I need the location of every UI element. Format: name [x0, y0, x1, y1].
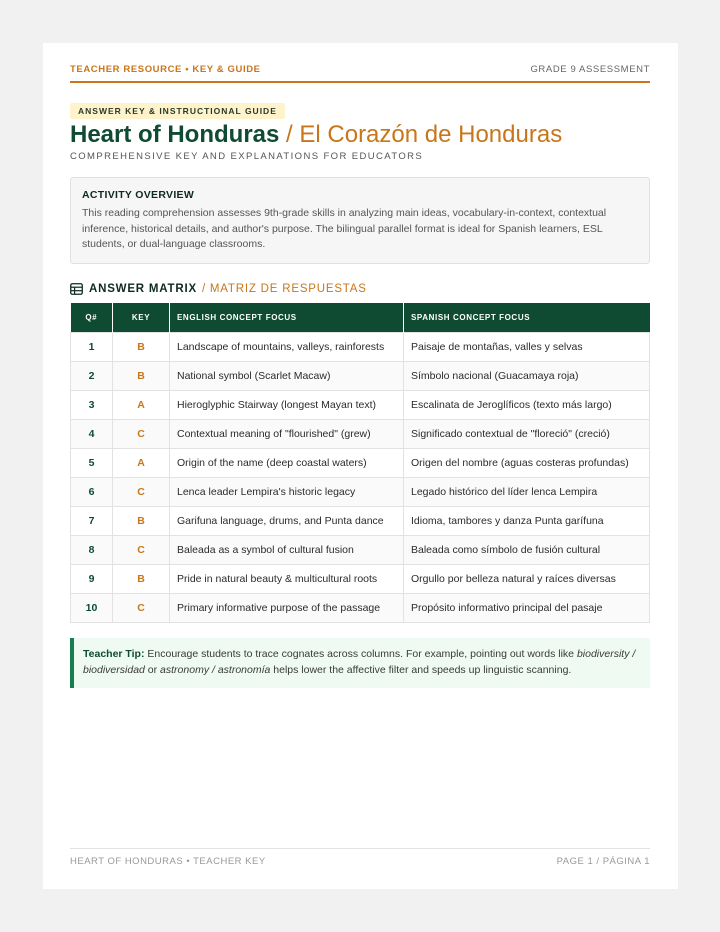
spanish-focus: Paisaje de montañas, valles y selvas: [404, 332, 650, 361]
english-focus: Baleada as a symbol of cultural fusion: [170, 535, 404, 564]
english-focus: Landscape of mountains, valleys, rainforests: [170, 332, 404, 361]
tip-text: Encourage students to trace cognates across columns. For example, pointing out words like: [144, 648, 577, 660]
title-spanish: El Corazón de Honduras: [299, 121, 563, 148]
tip-text: helps lower the affective filter and speeds up linguistic scanning.: [270, 664, 572, 676]
header-left-label: TEACHER RESOURCE • KEY & GUIDE: [70, 64, 261, 75]
answer-key: C: [113, 419, 170, 448]
column-header-key: KEY: [113, 303, 170, 332]
english-focus: Pride in natural beauty & multicultural roots: [170, 564, 404, 593]
table-row: [71, 564, 650, 593]
spanish-focus: Propósito informativo principal del pasaje: [404, 593, 650, 622]
table-row: [71, 593, 650, 622]
table-row: [71, 535, 650, 564]
overview-heading: ACTIVITY OVERVIEW: [82, 189, 195, 201]
overview-body: This reading comprehension assesses 9th-grade skills in analyzing main ideas, vocabulary-in-context, contextual inference, historical details, and author's purpose. The bilingual parallel format is ideal for Spanish learners, ESL students, or dual-language classrooms.: [82, 207, 607, 250]
answer-key: C: [113, 477, 170, 506]
spanish-focus: Orgullo por belleza natural y raíces diversas: [404, 564, 650, 593]
spanish-focus: Significado contextual de "floreció" (creció): [404, 419, 650, 448]
question-number: 2: [71, 361, 113, 390]
question-number: 7: [71, 506, 113, 535]
answer-key: A: [113, 390, 170, 419]
answer-key: B: [113, 564, 170, 593]
footer-left-label: HEART OF HONDURAS • TEACHER KEY: [70, 856, 266, 867]
table-header-row: [71, 303, 650, 332]
table-row: [71, 506, 650, 535]
question-number: 5: [71, 448, 113, 477]
answer-matrix-table: [70, 303, 650, 623]
english-focus: Contextual meaning of "flourished" (grew): [170, 419, 404, 448]
question-number: 6: [71, 477, 113, 506]
spanish-focus: Escalinata de Jeroglíficos (texto más largo): [404, 390, 650, 419]
question-number: 9: [71, 564, 113, 593]
section-title-english: ANSWER MATRIX: [89, 283, 197, 295]
table-row: [71, 477, 650, 506]
answer-key: C: [113, 535, 170, 564]
english-focus: Primary informative purpose of the passage: [170, 593, 404, 622]
table-row: [71, 419, 650, 448]
english-focus: Hieroglyphic Stairway (longest Mayan text): [170, 390, 404, 419]
question-number: 4: [71, 419, 113, 448]
footer-page-number: PAGE 1 / PÁGINA 1: [556, 856, 650, 867]
question-number: 3: [71, 390, 113, 419]
table-row: [71, 361, 650, 390]
section-title-spanish: / MATRIZ DE RESPUESTAS: [201, 283, 367, 295]
spanish-focus: Legado histórico del líder lenca Lempira: [404, 477, 650, 506]
answer-key: C: [113, 593, 170, 622]
teacher-tip-box: [70, 638, 650, 688]
answer-key: B: [113, 361, 170, 390]
english-focus: National symbol (Scarlet Macaw): [170, 361, 404, 390]
question-number: 8: [71, 535, 113, 564]
table-row: [71, 448, 650, 477]
page-header: [70, 64, 650, 83]
question-number: 10: [71, 593, 113, 622]
tip-text: or: [144, 664, 161, 676]
header-right-label: GRADE 9 ASSESSMENT: [530, 64, 650, 75]
answer-key: A: [113, 448, 170, 477]
spanish-focus: Baleada como símbolo de fusión cultural: [404, 535, 650, 564]
title-separator: /: [286, 121, 293, 148]
answer-matrix-heading: [70, 281, 367, 297]
column-header-spanish: SPANISH CONCEPT FOCUS: [404, 303, 650, 332]
table-row: [71, 332, 650, 361]
english-focus: Lenca leader Lempira's historic legacy: [170, 477, 404, 506]
english-focus: Garifuna language, drums, and Punta dance: [170, 506, 404, 535]
spanish-focus: Idioma, tambores y danza Punta garífuna: [404, 506, 650, 535]
table-row: [71, 390, 650, 419]
page-title: [70, 121, 562, 149]
tip-label: Teacher Tip:: [83, 648, 145, 660]
answer-key-badge: ANSWER KEY & INSTRUCTIONAL GUIDE: [70, 103, 285, 119]
spanish-focus: Origen del nombre (aguas costeras profundas): [404, 448, 650, 477]
answer-key: B: [113, 506, 170, 535]
tip-example-biodiversity: biodiversity / biodiversidad: [83, 648, 636, 676]
column-header-english: ENGLISH CONCEPT FOCUS: [170, 303, 404, 332]
question-number: 1: [71, 332, 113, 361]
table-icon: [70, 283, 83, 295]
tip-example-astronomy: astronomy / astronomía: [160, 664, 271, 676]
page-subtitle: COMPREHENSIVE KEY AND EXPLANATIONS FOR EDUCATORS: [70, 151, 424, 162]
column-header-question: Q#: [71, 303, 113, 332]
english-focus: Origin of the name (deep coastal waters): [170, 448, 404, 477]
page-footer: [70, 848, 650, 867]
spanish-focus: Símbolo nacional (Guacamaya roja): [404, 361, 650, 390]
answer-key: B: [113, 332, 170, 361]
page-sheet: [43, 43, 678, 889]
title-english: Heart of Honduras: [70, 121, 280, 148]
activity-overview-box: [70, 177, 650, 264]
